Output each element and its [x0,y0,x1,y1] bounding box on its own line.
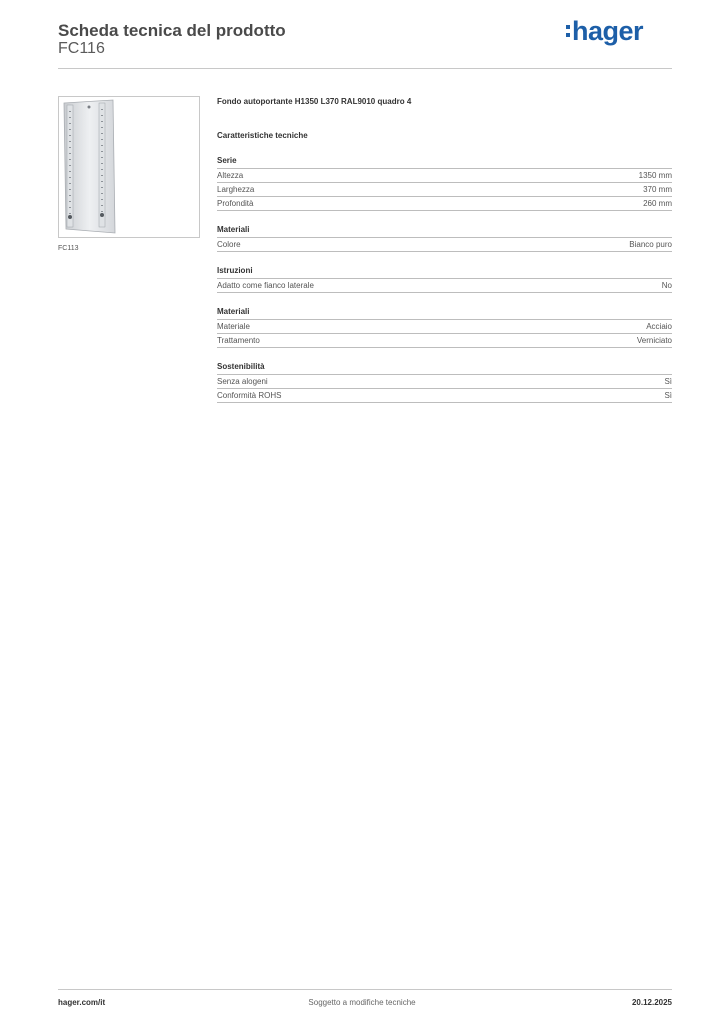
hager-logo [566,14,643,48]
product-image [58,96,200,238]
spec-row [217,389,672,403]
spec-value: No [661,281,672,290]
spec-group-materiali [217,224,672,252]
spec-row [217,238,672,252]
footer-date: 20.12.2025 [631,998,672,1007]
footer-website-link[interactable]: hager.com/it [58,998,106,1007]
logo-dots-icon [566,25,570,37]
spec-value: Verniciato [636,336,672,345]
section-heading: Caratteristiche tecniche [217,131,308,140]
spec-label: Altezza [217,171,244,180]
spec-label: Senza alogeni [217,377,268,386]
spec-row [217,183,672,197]
image-caption: FC113 [58,245,79,252]
spec-row [217,375,672,389]
spec-row [217,279,672,293]
spec-label: Adatto come fianco laterale [217,281,314,290]
spec-value: 1350 mm [638,171,672,180]
spec-label: Trattamento [217,336,260,345]
page-title: Scheda tecnica del prodotto [58,21,286,40]
spec-value: Sì [664,391,672,400]
spec-label: Colore [217,240,241,249]
spec-group-sostenibilita [217,361,672,403]
spec-group-title: Istruzioni [217,265,672,279]
spec-label: Larghezza [217,185,255,194]
spec-group-materiali-2 [217,306,672,348]
spec-group-istruzioni [217,265,672,293]
spec-value: 260 mm [643,199,672,208]
spec-value: 370 mm [643,185,672,194]
spec-row [217,169,672,183]
footer-notice: Soggetto a modifiche tecniche [308,998,416,1007]
spec-value: Sì [664,377,672,386]
product-description: Fondo autoportante H1350 L370 RAL9010 quadro 4 [217,97,412,106]
product-code: FC116 [58,40,105,57]
spec-value: Bianco puro [629,240,672,249]
logo-text: hager [572,15,644,46]
panel-illustration-icon [59,97,199,237]
spec-label: Conformità ROHS [217,391,282,400]
footer-divider [58,989,672,990]
spec-row [217,334,672,348]
spec-group-title: Materiali [217,306,672,320]
spec-value: Acciaio [646,322,672,331]
spec-label: Materiale [217,322,250,331]
header-divider [58,68,672,69]
product-details [217,96,672,403]
spec-row [217,320,672,334]
spec-group-title: Sostenibilità [217,361,672,375]
spec-group-title: Serie [217,155,672,169]
spec-group-serie [217,155,672,211]
spec-row [217,197,672,211]
spec-label: Profondità [217,199,254,208]
spec-group-title: Materiali [217,224,672,238]
